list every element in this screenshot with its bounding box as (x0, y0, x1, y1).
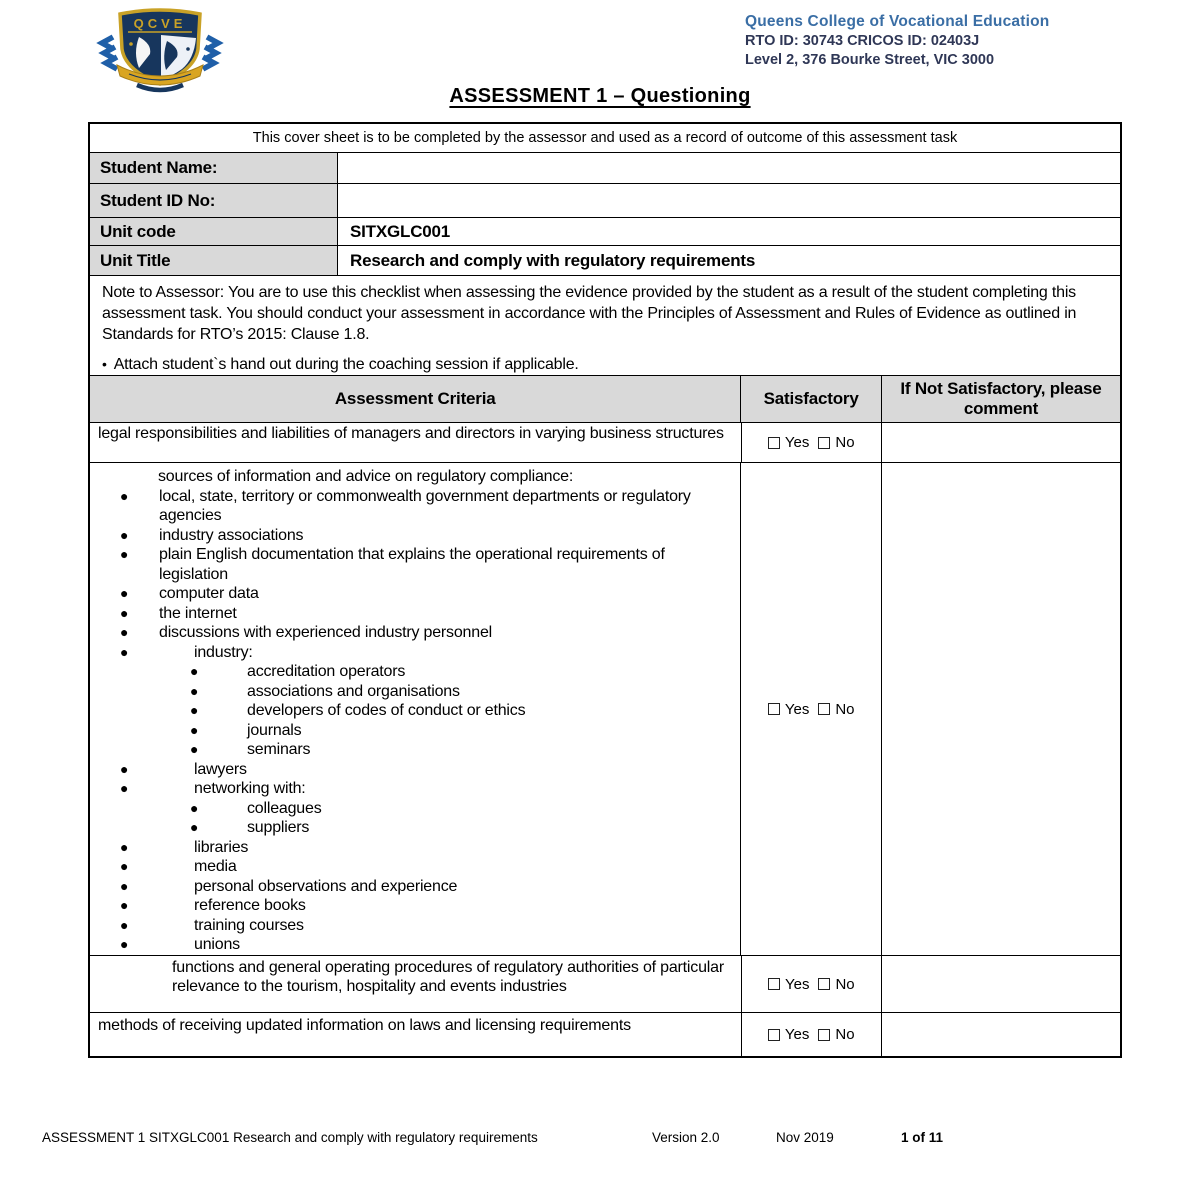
comment-cell[interactable] (882, 423, 1120, 462)
list-item (90, 740, 740, 760)
no-checkbox[interactable] (818, 437, 830, 449)
list-item (90, 682, 740, 702)
list-item (90, 857, 740, 877)
criteria-row-sources (90, 463, 1120, 956)
bullet-icon: ● (190, 799, 199, 816)
yes-checkbox[interactable] (768, 703, 780, 715)
student-name-row (90, 153, 1120, 184)
list-item (90, 818, 740, 838)
unit-code-value: SITXGLC001 (350, 221, 451, 241)
bullet-icon: ● (190, 721, 199, 738)
list-item (90, 916, 740, 936)
list-item-text: personal observations and experience (194, 877, 458, 895)
bullet-icon: ● (120, 643, 129, 660)
list-item (90, 526, 740, 546)
criteria-row-functions (90, 956, 1120, 1013)
criteria-list (90, 463, 741, 955)
bullet-icon: ● (120, 858, 129, 874)
list-item-text: unions (194, 936, 240, 953)
yes-label: Yes (784, 975, 810, 993)
satisfactory-header: Satisfactory (741, 376, 882, 422)
unit-title-value: Research and comply with regulatory requirements (350, 250, 756, 270)
student-id-field[interactable] (338, 184, 1120, 217)
student-id-row (90, 184, 1120, 218)
bullet-icon: ● (120, 604, 129, 621)
satisfactory-cell (742, 1013, 882, 1056)
college-crest-logo (95, 4, 225, 94)
bullet-icon: ● (190, 682, 199, 699)
criteria-text: methods of receiving updated information on laws and licensing requirements (90, 1013, 742, 1056)
footer-page-number: 1 of 11 (901, 1130, 944, 1145)
unit-code-label: Unit code (90, 218, 338, 245)
cover-note-row (90, 124, 1120, 153)
list-item-text: media (194, 858, 237, 875)
list-item (90, 623, 740, 643)
list-item-text: suppliers (247, 819, 310, 836)
comment-cell[interactable] (882, 956, 1120, 1012)
yes-label: Yes (784, 434, 810, 451)
footer-date: Nov 2019 (776, 1130, 834, 1145)
satisfactory-cell (741, 463, 881, 955)
no-label: No (835, 700, 855, 718)
yes-label: Yes (784, 1026, 810, 1043)
list-item-text: colleagues (247, 799, 322, 817)
page-title: ASSESSMENT 1 – Questioning (449, 85, 751, 107)
bullet-icon: ● (120, 585, 129, 601)
comment-cell[interactable] (882, 1013, 1120, 1056)
no-label: No (835, 434, 855, 451)
list-item-text: associations and organisations (247, 682, 460, 700)
unit-code-row (90, 218, 1120, 246)
criteria-header-row (90, 376, 1120, 423)
no-checkbox[interactable] (818, 1029, 830, 1041)
crest-chevrons-right (203, 37, 218, 69)
list-item-text: training courses (194, 916, 304, 934)
bullet-icon: ● (120, 780, 129, 796)
criteria-header: Assessment Criteria (90, 376, 741, 422)
comment-header: If Not Satisfactory, please comment (900, 379, 1102, 418)
yes-checkbox[interactable] (768, 437, 780, 449)
list-item (90, 643, 740, 663)
no-checkbox[interactable] (818, 703, 830, 715)
bullet-icon: ● (120, 526, 129, 543)
bullet-icon: ● (120, 936, 129, 952)
bullet-icon: ● (190, 663, 199, 679)
list-item-text: the internet (159, 604, 237, 622)
list-item-text: accreditation operators (247, 663, 406, 680)
student-name-label: Student Name: (90, 153, 338, 183)
list-item (90, 467, 740, 487)
list-item-text: plain English documentation that explains the operational requirements of legislation (159, 546, 665, 583)
list-item-text: industry associations (159, 526, 304, 544)
bullet-icon: ● (120, 897, 129, 913)
list-item-text: computer data (159, 585, 259, 602)
no-label: No (835, 1026, 855, 1043)
crest-chevrons-left (102, 37, 117, 69)
assessor-note-text: Note to Assessor: You are to use this checklist when assessing the evidence provided by the student as a result of the student completing this assessment task. You should conduct your assessment in accordance with the Principles of Assessment and Rules of Evidence as outlined in Standards for RTO’s 2015: Clause 1.8. (102, 284, 1077, 343)
unit-title-label: Unit Title (90, 246, 338, 275)
org-rto-cricos: RTO ID: 30743 CRICOS ID: 02403J (745, 32, 980, 49)
list-item (90, 935, 740, 955)
list-item-text: lawyers (194, 760, 247, 778)
criteria-text: functions and general operating procedures of regulatory authorities of particular relevance to the tourism, hospitality and events industries (90, 956, 742, 1012)
bullet-icon: ● (190, 702, 199, 718)
bullet-icon: ● (120, 624, 129, 640)
cover-note-text: This cover sheet is to be completed by the assessor and used as a record of outcome of this assessment task (252, 130, 958, 146)
unit-title-row (90, 246, 1120, 276)
list-item-text: seminars (247, 741, 311, 758)
list-item-text: local, state, territory or commonwealth government departments or regulatory agencies (159, 487, 691, 524)
bullet-icon: ● (120, 916, 129, 933)
org-address: Level 2, 376 Bourke Street, VIC 3000 (745, 52, 995, 68)
student-id-label: Student ID No: (90, 184, 338, 217)
list-item-text: developers of codes of conduct or ethics (247, 702, 526, 719)
list-item-text: libraries (194, 838, 249, 856)
list-item-text: reference books (194, 897, 306, 914)
criteria-row-methods (90, 1013, 1120, 1056)
assessor-note-row (90, 276, 1120, 376)
list-item (90, 877, 740, 897)
footer-version: Version 2.0 (652, 1130, 720, 1145)
crest-acronym: QCVE (133, 16, 187, 31)
list-item-text: networking with: (194, 780, 306, 797)
org-name: Queens College of Vocational Education (745, 13, 1050, 30)
list-item (90, 721, 740, 741)
student-name-field[interactable] (338, 153, 1120, 183)
bullet-icon: • (102, 356, 107, 372)
bullet-icon: ● (190, 819, 199, 835)
list-item (90, 799, 740, 819)
list-item (90, 760, 740, 780)
bullet-icon: ● (120, 877, 129, 894)
yes-label: Yes (784, 700, 810, 718)
yes-checkbox[interactable] (768, 1029, 780, 1041)
assessment-cover-table (88, 122, 1122, 1058)
list-item (90, 487, 740, 526)
assessor-bullet-text: Attach student`s hand out during the coaching session if applicable. (113, 356, 579, 373)
bullet-icon: ● (190, 741, 199, 757)
yes-checkbox[interactable] (768, 978, 780, 990)
list-item-text: industry: (194, 643, 253, 661)
bullet-icon: ● (120, 487, 129, 504)
list-item-text: discussions with experienced industry personnel (159, 624, 493, 641)
list-item (90, 896, 740, 916)
list-item (90, 662, 740, 682)
satisfactory-cell (742, 956, 882, 1012)
list-item (90, 838, 740, 858)
footer-title: ASSESSMENT 1 SITXGLC001 Research and comply with regulatory requirements (42, 1130, 538, 1145)
list-item-text: journals (247, 721, 302, 739)
satisfactory-cell (742, 423, 882, 462)
no-label: No (835, 975, 855, 993)
list-item (90, 604, 740, 624)
list-item (90, 779, 740, 799)
list-item (90, 545, 740, 584)
no-checkbox[interactable] (818, 978, 830, 990)
comment-cell[interactable] (882, 463, 1120, 955)
list-item (90, 584, 740, 604)
bullet-icon: ● (120, 838, 129, 855)
criteria-text: legal responsibilities and liabilities of managers and directors in varying business structures (90, 423, 742, 462)
bullet-icon: ● (120, 760, 129, 777)
list-item-text: sources of information and advice on regulatory compliance: (158, 468, 574, 485)
assessor-note-bullet (102, 354, 1108, 375)
bullet-icon: ● (120, 546, 129, 562)
criteria-row-legal (90, 423, 1120, 463)
org-header (745, 12, 1049, 71)
list-item (90, 701, 740, 721)
